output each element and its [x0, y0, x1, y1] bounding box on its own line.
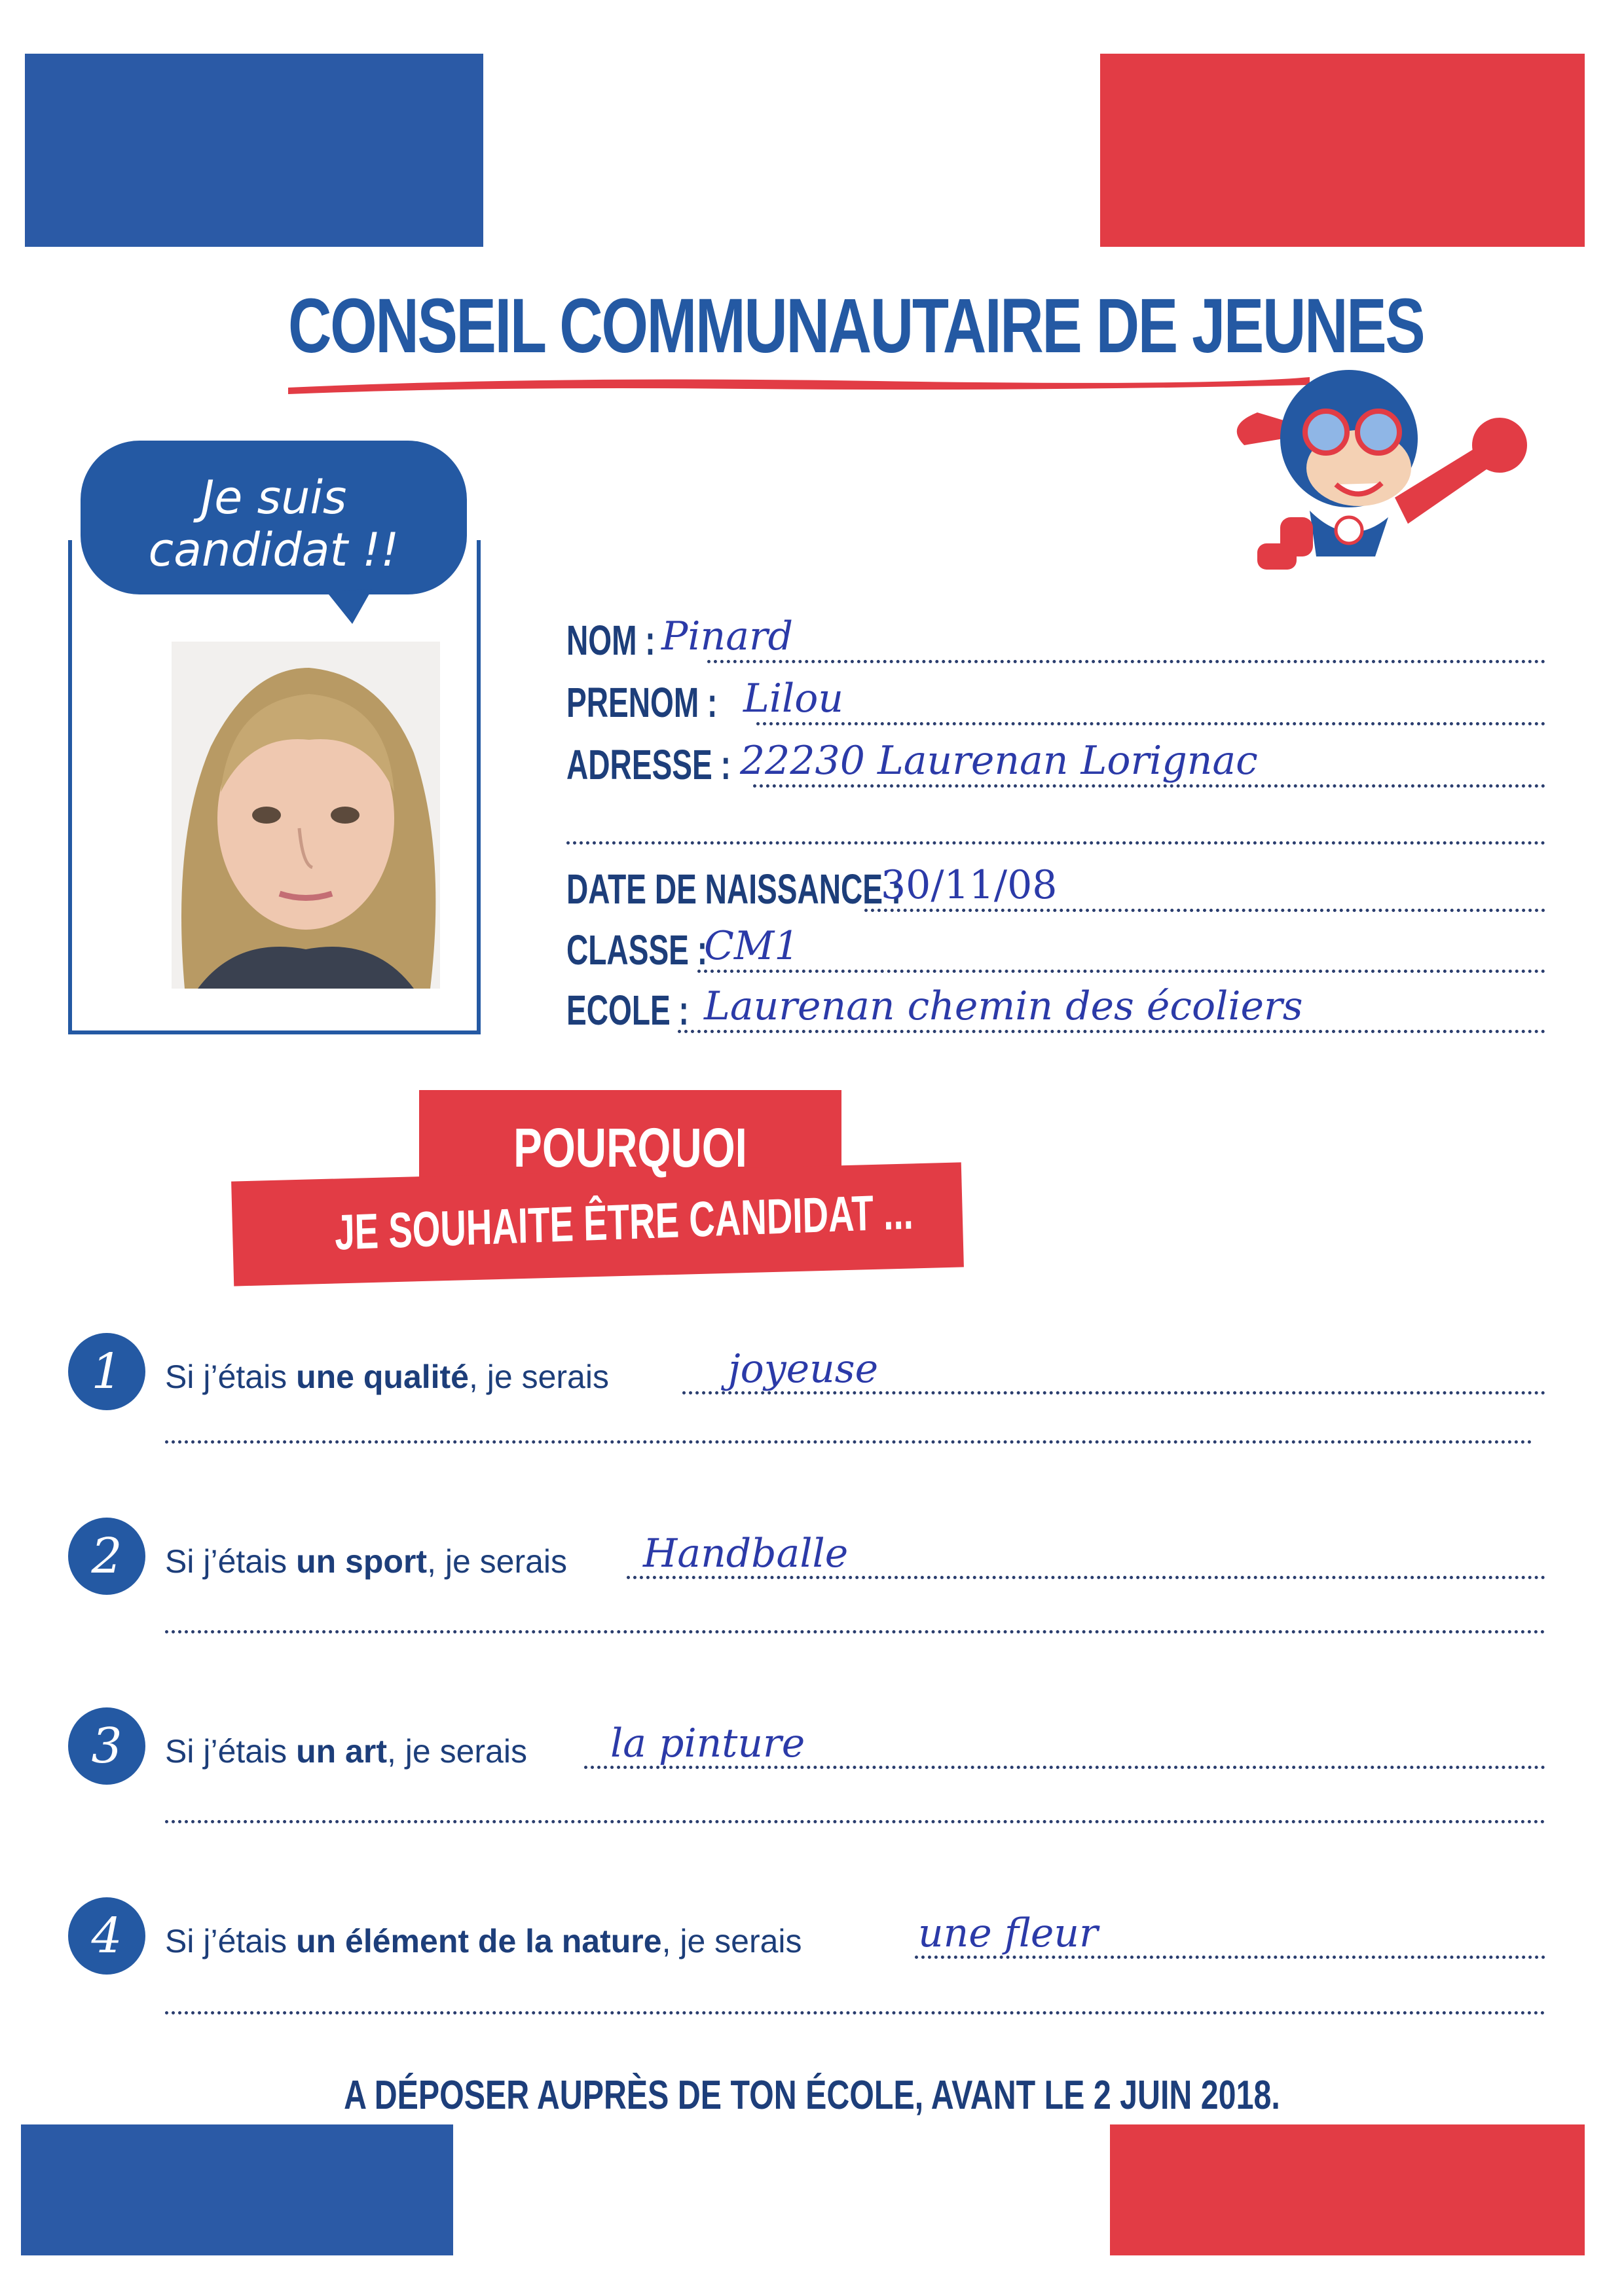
question-2-number: 2 — [68, 1518, 145, 1595]
question-4-text: Si j’étais un élément de la nature, je serais — [165, 1923, 802, 1959]
question-1[interactable] — [165, 1346, 1545, 1401]
question-3-text: Si j’étais un art, je serais — [165, 1733, 527, 1770]
question-4-answer: une fleur — [918, 1910, 1098, 1956]
field-prenom[interactable] — [566, 674, 1545, 733]
field-classe-line — [697, 970, 1545, 973]
field-naissance[interactable] — [566, 861, 1545, 920]
field-prenom-value: Lilou — [743, 676, 843, 721]
field-prenom-label: PRENOM : — [566, 679, 718, 726]
field-ecole-label: ECOLE : — [566, 987, 689, 1034]
field-prenom-line — [756, 722, 1545, 725]
question-3-number: 3 — [68, 1707, 145, 1785]
question-1-line-2 — [165, 1440, 1532, 1444]
field-adresse-label: ADRESSE : — [566, 741, 731, 788]
field-naissance-value: 30/11/08 — [881, 862, 1058, 908]
question-1-answer: joyeuse — [728, 1346, 879, 1392]
field-adresse-value: 22230 Laurenan Lorignac — [740, 738, 1258, 784]
field-naissance-label: DATE DE NAISSANCE : — [566, 866, 902, 913]
field-nom-label: NOM : — [566, 617, 655, 664]
question-4-number: 4 — [68, 1897, 145, 1975]
field-nom[interactable] — [566, 612, 1545, 671]
question-4-line-2 — [165, 2011, 1545, 2014]
top-right-red-band — [1100, 54, 1585, 247]
page-title: CONSEIL COMMUNAUTAIRE DE JEUNES — [288, 283, 1424, 369]
field-adresse-line-2 — [566, 841, 1545, 845]
field-naissance-line — [864, 909, 1545, 912]
field-adresse[interactable] — [566, 737, 1545, 795]
bubble-line-1: Je suis — [200, 471, 347, 524]
question-2-answer: Handballe — [643, 1531, 849, 1576]
candidate-photo — [172, 642, 440, 989]
question-1-text: Si j’étais une qualité, je serais — [165, 1358, 609, 1395]
question-2[interactable] — [165, 1533, 1545, 1586]
question-3-line-2 — [165, 1820, 1545, 1823]
question-4[interactable] — [165, 1910, 1545, 1965]
top-left-blue-band — [25, 54, 483, 247]
question-2-line-2 — [165, 1630, 1545, 1633]
question-3-answer: la pinture — [610, 1721, 805, 1766]
bottom-right-red-band — [1110, 2124, 1585, 2255]
title-red-brush-stroke — [288, 372, 1310, 394]
field-ecole-value: Laurenan chemin des écoliers — [704, 983, 1303, 1029]
field-classe-value: CM1 — [704, 923, 800, 969]
bottom-left-blue-band — [21, 2124, 453, 2255]
field-classe-label: CLASSE : — [566, 926, 708, 974]
pourquoi-title: POURQUOI — [513, 1117, 747, 1178]
field-classe[interactable] — [566, 922, 1545, 981]
bubble-line-2: candidat !! — [148, 523, 399, 577]
field-nom-line — [707, 660, 1545, 663]
field-ecole-line — [678, 1030, 1545, 1033]
question-2-text: Si j’étais un sport, je serais — [165, 1543, 568, 1580]
field-nom-value: Pinard — [661, 613, 794, 659]
superhero-mascot — [1218, 334, 1545, 576]
speech-bubble-text — [77, 471, 470, 576]
question-1-number: 1 — [68, 1333, 145, 1410]
question-3[interactable] — [165, 1723, 1545, 1776]
pourquoi-subtitle: JE SOUHAITE ÊTRE CANDIDAT ... — [334, 1184, 914, 1261]
field-ecole[interactable] — [566, 982, 1545, 1041]
field-adresse-line — [753, 784, 1545, 788]
footer-deadline: A DÉPOSER AUPRÈS DE TON ÉCOLE, AVANT LE 2 JUIN 2018. — [344, 2073, 1280, 2118]
